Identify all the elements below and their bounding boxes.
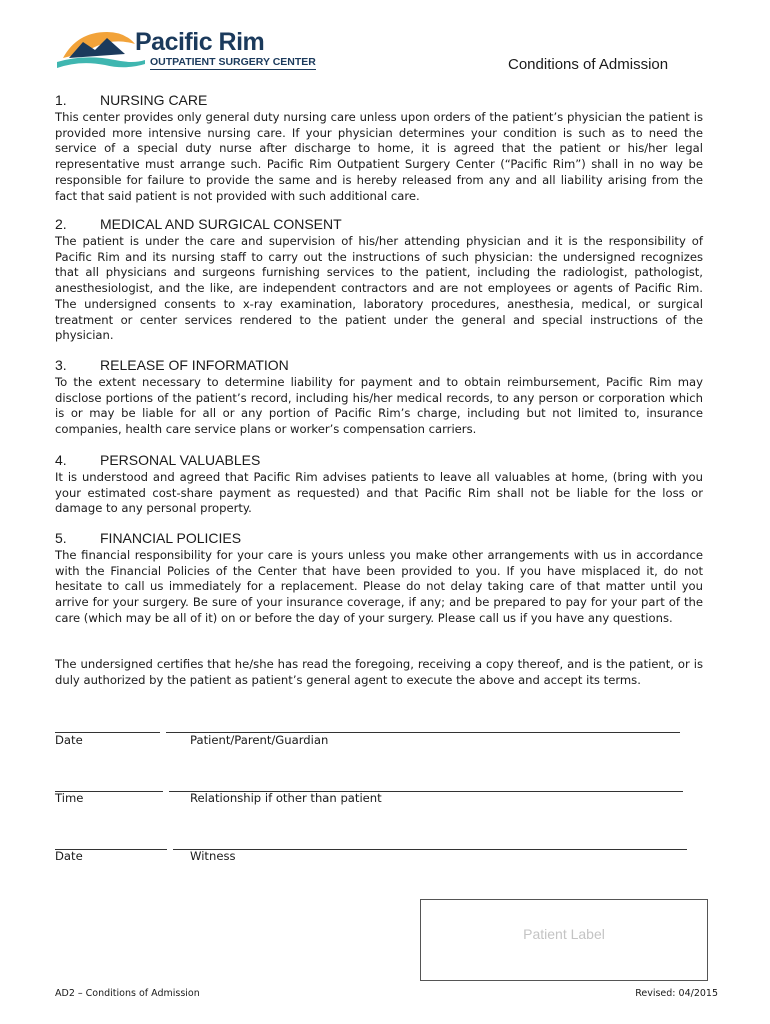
- signature-row-date: [55, 722, 680, 736]
- section-title: PERSONAL VALUABLES: [100, 452, 261, 468]
- witness-signature-line[interactable]: [173, 848, 687, 850]
- date-label: Date: [55, 733, 83, 747]
- section-number: 4.: [55, 452, 67, 468]
- section-title: FINANCIAL POLICIES: [100, 530, 242, 546]
- section-body: To the extent necessary to determine liability for payment and to obtain reimbursement, Pacific Rim may disclose portions of the patient’s record, including his/her medical records, to any person or corporation which is or may be liable for all or any portion of Pacific Rim’s charge, including but not limited to, insurance companies, health care service plans or worker’s compensation carriers.: [55, 375, 703, 437]
- section-release-of-information: [55, 357, 703, 438]
- witness-date-label: Date: [55, 849, 83, 863]
- signature-row-witness: [55, 839, 687, 853]
- section-title: MEDICAL AND SURGICAL CONSENT: [100, 216, 342, 232]
- relationship-label: Relationship if other than patient: [190, 791, 382, 805]
- logo-name: Pacific Rim: [135, 28, 265, 56]
- certification-statement: The undersigned certifies that he/she has read the foregoing, receiving a copy thereof, and is the patient, or is duly authorized by the patient as patient’s general agent to execute the above and accept its terms.: [55, 657, 703, 687]
- witness-label: Witness: [190, 849, 236, 863]
- form-id: AD2 – Conditions of Admission: [55, 988, 200, 999]
- time-label: Time: [55, 791, 84, 805]
- section-financial-policies: [55, 530, 703, 627]
- section-medical-surgical-consent: [55, 216, 703, 344]
- section-body: It is understood and agreed that Pacific Rim advises patients to leave all valuables at home, (bring with you your estimated cost-share payment as requested) and that Pacific Rim shall not be liable for the loss or damage to any personal property.: [55, 470, 703, 516]
- section-body: The patient is under the care and supervision of his/her attending physician and it is the responsibility of Pacific Rim and its nursing staff to carry out the instructions of such physician: the undersigned recognizes that all physicians and surgeons furnishing services to the patient, including the radiologist, pathologist, anesthesiologist, and the like, are independent contractors and are not employees or agents of Pacific Rim. The undersigned consents to x-ray examination, laboratory procedures, anesthesia, medical, or surgical treatment or center services rendered to the patient under the general and special instructions of the physician.: [55, 234, 703, 343]
- section-heading: [55, 530, 703, 548]
- section-body: The financial responsibility for your care is yours unless you make other arrangements with us in accordance with the Financial Policies of the Center that have been provided to you. If you have misplaced it, do not hesitate to call us immediately for a replacement. Please do not delay taking care of that matter until you arrive for your surgery. Be sure of your insurance coverage, if any; and be prepared to pay for your part of the care (which may be all of it) on or before the day of your surgery. Please call us if you have any questions.: [55, 548, 703, 625]
- section-personal-valuables: [55, 452, 703, 517]
- section-heading: [55, 216, 703, 234]
- section-number: 2.: [55, 216, 67, 232]
- section-number: 3.: [55, 357, 67, 373]
- section-nursing-care: [55, 92, 703, 204]
- logo-subtitle: OUTPATIENT SURGERY CENTER: [150, 56, 316, 68]
- section-body: This center provides only general duty nursing care unless upon orders of the patient’s physician the patient is provided more intensive nursing care. If your physician determines your condition is such as to need the service of a special duty nurse after discharge to home, it is agreed that the patient or his/her legal representative must arrange such. Pacific Rim Outpatient Surgery Center (“Pacific Rim”) shall in no way be responsible for failure to provide the same and is hereby released from any and all liability arising from the fact that said patient is not provided with such additional care.: [55, 110, 703, 203]
- section-title: RELEASE OF INFORMATION: [100, 357, 289, 373]
- section-number: 5.: [55, 530, 67, 546]
- patient-guardian-label: Patient/Parent/Guardian: [190, 733, 329, 747]
- section-heading: [55, 357, 703, 375]
- section-heading: [55, 452, 703, 470]
- patient-label-text: Patient Label: [523, 926, 605, 942]
- section-heading: [55, 92, 703, 110]
- section-title: NURSING CARE: [100, 92, 208, 108]
- revision-date: Revised: 04/2015: [635, 988, 718, 999]
- pacific-rim-logo: [55, 24, 345, 74]
- patient-label-box: [420, 899, 708, 981]
- page-title: Conditions of Admission: [508, 56, 669, 73]
- sunset-wave-logo-icon: [55, 24, 145, 74]
- section-number: 1.: [55, 92, 67, 108]
